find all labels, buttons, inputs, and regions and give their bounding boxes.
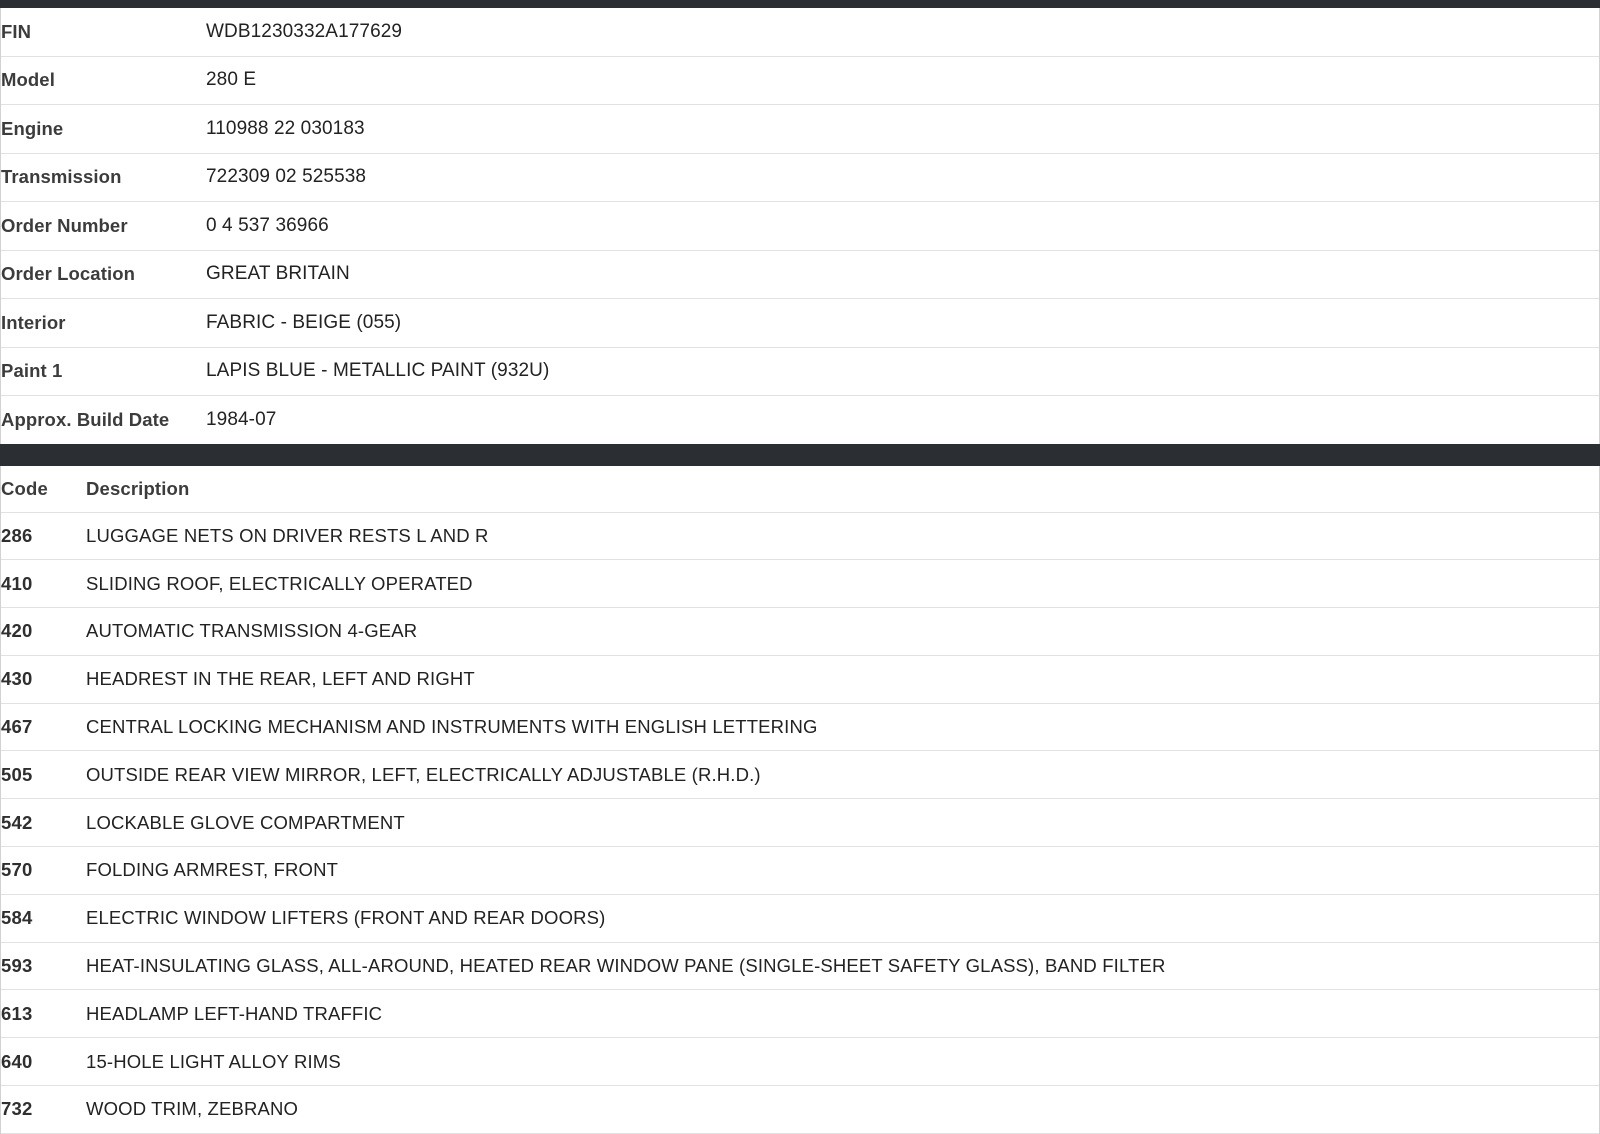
table-row	[1, 512, 1599, 560]
option-description: FOLDING ARMREST, FRONT	[86, 847, 1599, 895]
option-code: 467	[1, 703, 86, 751]
option-code: 570	[1, 847, 86, 895]
info-value: WDB1230332A177629	[206, 8, 1599, 56]
table-row	[1, 799, 1599, 847]
table-row	[1, 8, 1599, 56]
option-code: 542	[1, 799, 86, 847]
info-label: FIN	[1, 8, 206, 56]
info-value: 722309 02 525538	[206, 153, 1599, 202]
table-row	[1, 105, 1599, 154]
options-section	[0, 466, 1600, 1134]
option-codes-body	[1, 512, 1599, 1133]
option-description: AUTOMATIC TRANSMISSION 4-GEAR	[86, 608, 1599, 656]
option-code: 640	[1, 1038, 86, 1086]
option-description: HEADREST IN THE REAR, LEFT AND RIGHT	[86, 655, 1599, 703]
table-row	[1, 942, 1599, 990]
info-value: GREAT BRITAIN	[206, 250, 1599, 299]
table-row	[1, 202, 1599, 251]
table-row	[1, 990, 1599, 1038]
info-label: Order Number	[1, 202, 206, 251]
table-row	[1, 560, 1599, 608]
table-row	[1, 153, 1599, 202]
table-row	[1, 396, 1599, 444]
column-header-code: Code	[1, 466, 86, 513]
option-code: 505	[1, 751, 86, 799]
table-row	[1, 847, 1599, 895]
option-description: LUGGAGE NETS ON DRIVER RESTS L AND R	[86, 512, 1599, 560]
info-value: 280 E	[206, 56, 1599, 105]
info-label: Paint 1	[1, 347, 206, 396]
top-divider-band	[0, 0, 1600, 8]
option-code: 286	[1, 512, 86, 560]
info-value: 1984-07	[206, 408, 277, 430]
option-description: CENTRAL LOCKING MECHANISM AND INSTRUMENTS WITH ENGLISH LETTERING	[86, 703, 1599, 751]
vehicle-info-section	[0, 8, 1600, 444]
info-label: Model	[1, 56, 206, 105]
option-description: 15-HOLE LIGHT ALLOY RIMS	[86, 1038, 1599, 1086]
option-codes-table	[1, 466, 1599, 1134]
table-row	[1, 1086, 1599, 1134]
option-code: 732	[1, 1086, 86, 1134]
info-value: 0 4 537 36966	[206, 202, 1599, 251]
table-row	[1, 894, 1599, 942]
table-row	[1, 56, 1599, 105]
info-value: LAPIS BLUE - METALLIC PAINT (932U)	[206, 347, 1599, 396]
table-row	[1, 751, 1599, 799]
table-row	[1, 250, 1599, 299]
table-row	[1, 655, 1599, 703]
info-label: Approx. Build Date	[1, 408, 170, 430]
table-row	[1, 299, 1599, 348]
table-row	[1, 608, 1599, 656]
table-header-row	[1, 466, 1599, 513]
info-label: Transmission	[1, 153, 206, 202]
table-row	[1, 1038, 1599, 1086]
option-code: 420	[1, 608, 86, 656]
info-label: Interior	[1, 299, 206, 348]
info-value: FABRIC - BEIGE (055)	[206, 299, 1599, 348]
option-codes-header	[1, 466, 1599, 513]
option-code: 410	[1, 560, 86, 608]
option-code: 584	[1, 894, 86, 942]
option-description: OUTSIDE REAR VIEW MIRROR, LEFT, ELECTRICALLY ADJUSTABLE (R.H.D.)	[86, 751, 1599, 799]
info-label: Engine	[1, 105, 206, 154]
option-code: 593	[1, 942, 86, 990]
table-row	[1, 347, 1599, 396]
vehicle-info-body	[1, 8, 1599, 444]
option-description: SLIDING ROOF, ELECTRICALLY OPERATED	[86, 560, 1599, 608]
table-row	[1, 703, 1599, 751]
column-header-description: Description	[86, 466, 1599, 513]
option-description: HEAT-INSULATING GLASS, ALL-AROUND, HEATED REAR WINDOW PANE (SINGLE-SHEET SAFETY GLASS), BAND FILTER	[86, 942, 1599, 990]
option-code: 613	[1, 990, 86, 1038]
option-code: 430	[1, 655, 86, 703]
info-label: Order Location	[1, 250, 206, 299]
option-description: WOOD TRIM, ZEBRANO	[86, 1086, 1599, 1134]
section-divider-band	[0, 444, 1600, 466]
info-value: 110988 22 030183	[206, 105, 1599, 154]
vehicle-info-table	[1, 8, 1599, 444]
option-description: HEADLAMP LEFT-HAND TRAFFIC	[86, 990, 1599, 1038]
option-description: LOCKABLE GLOVE COMPARTMENT	[86, 799, 1599, 847]
option-description: ELECTRIC WINDOW LIFTERS (FRONT AND REAR DOORS)	[86, 894, 1599, 942]
